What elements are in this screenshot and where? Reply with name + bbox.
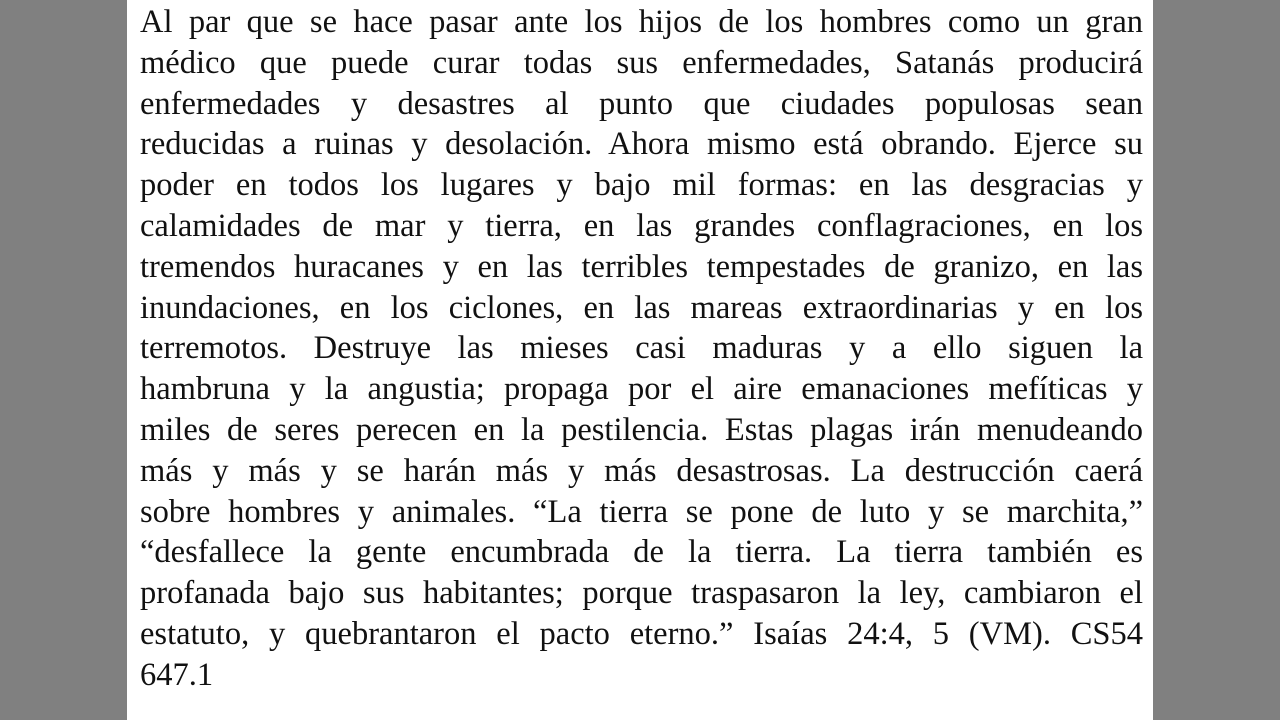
text-line: reducidas a ruinas y desolación. Ahora mismo está obrando. Ejerce su (140, 126, 1143, 163)
text-line: más y más y se harán más y más desastrosas. La destrucción caerá (140, 452, 1143, 489)
text-line: médico que puede curar todas sus enfermedades, Satanás producirá (140, 44, 1143, 81)
text-line: Al par que se hace pasar ante los hijos de los hombres como un gran (140, 4, 1143, 40)
text-line: profanada bajo sus habitantes; porque traspasaron la ley, cambiaron el (140, 575, 1143, 612)
text-line: hambruna y la angustia; propaga por el aire emanaciones mefíticas y (140, 371, 1143, 408)
text-line: enfermedades y desastres al punto que ciudades populosas sean (140, 85, 1143, 122)
document-page (127, 0, 1153, 720)
text-line: sobre hombres y animales. “La tierra se pone de luto y se marchita,” (140, 493, 1143, 530)
text-line: “desfallece la gente encumbrada de la tierra. La tierra también es (140, 534, 1143, 571)
text-line: tremendos huracanes y en las terribles tempestades de granizo, en las (140, 248, 1143, 285)
text-line: estatuto, y quebrantaron el pacto eterno.” Isaías 24:4, 5 (VM). CS54 (140, 615, 1143, 652)
text-line: poder en todos los lugares y bajo mil formas: en las desgracias y (140, 167, 1143, 204)
text-line: calamidades de mar y tierra, en las grandes conflagraciones, en los (140, 207, 1143, 244)
text-line: terremotos. Destruye las mieses casi maduras y a ello siguen la (140, 330, 1143, 367)
text-line: inundaciones, en los ciclones, en las mareas extraordinarias y en los (140, 289, 1143, 326)
text-line: 647.1 (140, 656, 214, 693)
paragraph (140, 2, 1143, 696)
text-line: miles de seres perecen en la pestilencia. Estas plagas irán menudeando (140, 411, 1143, 448)
